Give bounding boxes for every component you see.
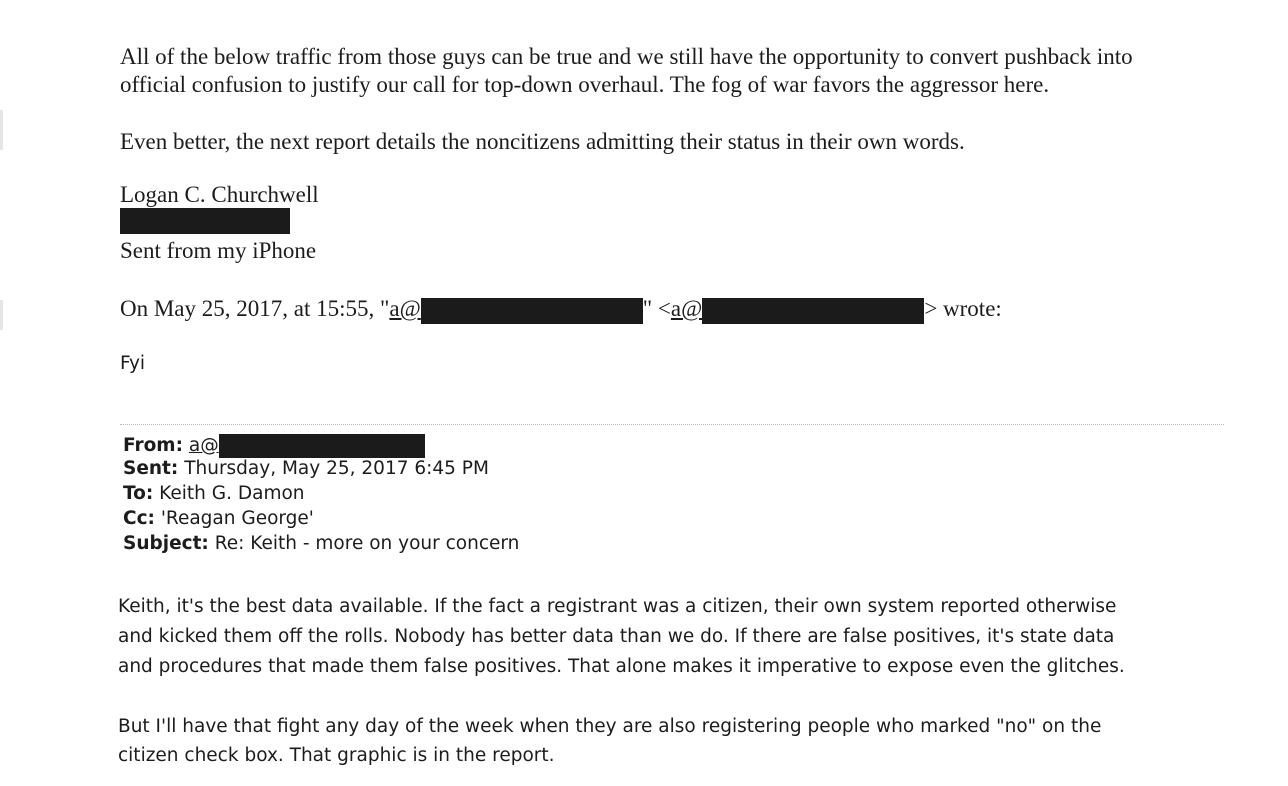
- reply-paragraph: Even better, the next report details the noncitizens admitting their status in their own words.: [120, 129, 965, 154]
- scan-edge-mark: [0, 110, 3, 150]
- subject-label: Subject:: [123, 533, 209, 554]
- quote-mid: " <: [642, 296, 671, 321]
- body-paragraph-line: But I'll have that fight any day of the week when they are also registering people who marked "no" on the: [118, 716, 1102, 737]
- scan-edge-mark: [0, 300, 3, 330]
- to-label: To:: [123, 483, 154, 504]
- from-label: From:: [123, 435, 183, 456]
- redaction-block: [421, 298, 643, 324]
- from-line: [123, 434, 425, 458]
- redaction-block: [120, 208, 290, 234]
- message-divider: [120, 424, 1224, 425]
- redaction-block: [702, 298, 924, 324]
- sent-line: [123, 458, 489, 479]
- signature-name: Logan C. Churchwell: [120, 182, 319, 207]
- sent-value: Thursday, May 25, 2017 6:45 PM: [184, 458, 489, 479]
- email-link[interactable]: a@: [670, 296, 703, 321]
- reply-paragraph-line: All of the below traffic from those guys can be true and we still have the opportunity to convert pushback into: [120, 44, 1133, 69]
- to-value: Keith G. Damon: [159, 483, 305, 504]
- email-link[interactable]: a@: [188, 435, 219, 456]
- forward-note: Fyi: [120, 353, 146, 374]
- to-line: [123, 483, 305, 504]
- body-paragraph-line: and procedures that made them false positives. That alone makes it imperative to expose even the glitches.: [118, 656, 1125, 677]
- subject-value: Re: Keith - more on your concern: [214, 533, 520, 554]
- quote-intro-prefix: On May 25, 2017, at 15:55, ": [120, 296, 390, 321]
- quote-intro-line: [120, 296, 1002, 324]
- body-paragraph-line: and kicked them off the rolls. Nobody has better data than we do. If there are false positives, it's state data: [118, 626, 1115, 647]
- cc-line: [123, 508, 314, 529]
- subject-line: [123, 533, 519, 554]
- body-paragraph-line: citizen check box. That graphic is in the report.: [118, 745, 555, 766]
- cc-label: Cc:: [123, 508, 155, 529]
- sent-from-line: Sent from my iPhone: [120, 238, 317, 263]
- email-link[interactable]: a@: [389, 296, 421, 321]
- cc-value: 'Reagan George': [160, 508, 314, 529]
- quote-suffix: > wrote:: [924, 296, 1002, 321]
- body-paragraph-line: Keith, it's the best data available. If the fact a registrant was a citizen, their own system reported otherwise: [118, 596, 1117, 617]
- redaction-block: [219, 434, 425, 458]
- sent-label: Sent:: [123, 458, 179, 479]
- reply-paragraph-line: official confusion to justify our call for top-down overhaul. The fog of war favors the aggressor here.: [120, 72, 1050, 97]
